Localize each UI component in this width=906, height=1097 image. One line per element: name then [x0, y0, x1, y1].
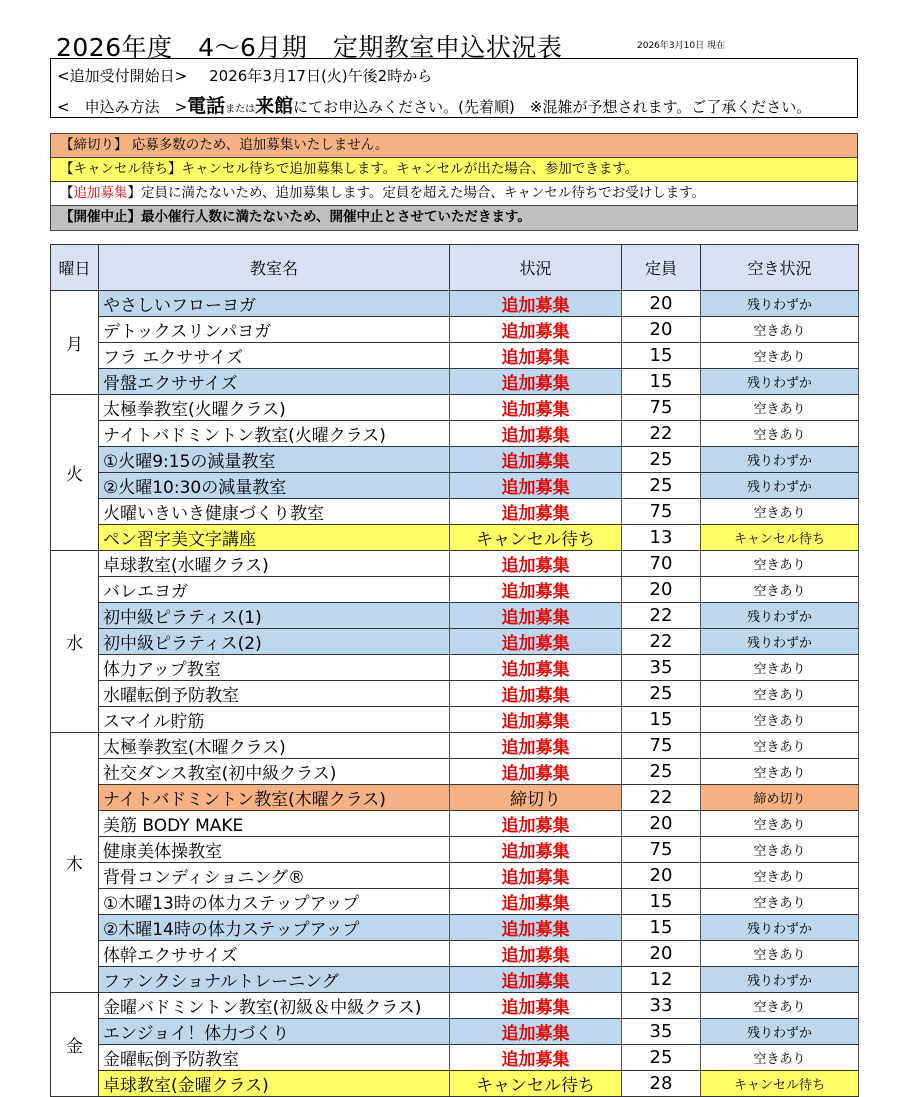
table-row: [51, 1071, 859, 1097]
capacity-cell: 28: [622, 1071, 701, 1097]
capacity-cell: 70: [622, 551, 701, 577]
status-cell: 追加募集: [450, 993, 622, 1019]
method-suffix: にてお申込みください。(先着順) ※混雑が予想されます。ご了承ください。: [293, 98, 812, 116]
legend-additional-open: 【: [60, 185, 74, 201]
status-cell: 追加募集: [450, 811, 622, 837]
status-cell: 追加募集: [450, 941, 622, 967]
capacity-cell: 20: [622, 941, 701, 967]
status-cell: 追加募集: [450, 655, 622, 681]
status-cell: 追加募集: [450, 551, 622, 577]
class-name-cell: 卓球教室(水曜クラス): [99, 551, 450, 577]
table-row: [51, 707, 859, 733]
capacity-cell: 25: [622, 473, 701, 499]
method-or: または: [225, 104, 256, 115]
availability-cell: 残りわずか: [701, 291, 859, 317]
status-cell: 追加募集: [450, 343, 622, 369]
availability-cell: 空きあり: [701, 759, 859, 785]
status-cell: 追加募集: [450, 395, 622, 421]
method-visit: 来館: [255, 95, 294, 117]
info-start-date: 2026年3月17日(火)午後2時から: [209, 67, 433, 85]
capacity-cell: 22: [622, 629, 701, 655]
class-name-cell: 初中級ピラティス(2): [99, 629, 450, 655]
status-cell: 追加募集: [450, 1045, 622, 1071]
class-name-cell: 金曜バドミントン教室(初級＆中級クラス): [99, 993, 450, 1019]
capacity-cell: 20: [622, 811, 701, 837]
class-name-cell: 火曜いきいき健康づくり教室: [99, 499, 450, 525]
availability-cell: 空きあり: [701, 395, 859, 421]
schedule-body: [51, 291, 859, 1097]
table-row: [51, 941, 859, 967]
class-name-cell: 美筋 BODY MAKE: [99, 811, 450, 837]
status-cell: 追加募集: [450, 629, 622, 655]
availability-cell: 空きあり: [701, 993, 859, 1019]
legend-additional-close: 】: [127, 185, 141, 201]
availability-cell: 空きあり: [701, 499, 859, 525]
availability-cell: 残りわずか: [701, 967, 859, 993]
class-name-cell: 体力アップ教室: [99, 655, 450, 681]
class-name-cell: やさしいフローヨガ: [99, 291, 450, 317]
capacity-cell: 22: [622, 421, 701, 447]
table-row: [51, 655, 859, 681]
class-name-cell: ファンクショナルトレーニング: [99, 967, 450, 993]
class-name-cell: ペン習字美文字講座: [99, 525, 450, 551]
status-cell: 追加募集: [450, 1019, 622, 1045]
availability-cell: 残りわずか: [701, 629, 859, 655]
table-row: [51, 577, 859, 603]
class-name-cell: エンジョイ！体力づくり: [99, 1019, 450, 1045]
table-row: [51, 499, 859, 525]
table-row: [51, 317, 859, 343]
legend-additional-label: 追加募集: [73, 185, 128, 201]
header-status: 状況: [450, 245, 622, 291]
class-name-cell: ②火曜10:30の減量教室: [99, 473, 450, 499]
availability-cell: 空きあり: [701, 317, 859, 343]
class-name-cell: スマイル貯筋: [99, 707, 450, 733]
capacity-cell: 25: [622, 759, 701, 785]
status-cell: 追加募集: [450, 369, 622, 395]
class-name-cell: 太極拳教室(火曜クラス): [99, 395, 450, 421]
class-name-cell: 太極拳教室(木曜クラス): [99, 733, 450, 759]
table-row: [51, 993, 859, 1019]
class-name-cell: ②木曜14時の体力ステップアップ: [99, 915, 450, 941]
capacity-cell: 35: [622, 655, 701, 681]
status-cell: キャンセル待ち: [450, 525, 622, 551]
status-cell: 追加募集: [450, 707, 622, 733]
info-method-label: < 申込み方法 >: [57, 98, 188, 116]
capacity-cell: 75: [622, 837, 701, 863]
status-cell: 追加募集: [450, 447, 622, 473]
method-phone: 電話: [187, 95, 226, 117]
class-name-cell: バレエヨガ: [99, 577, 450, 603]
status-cell: 追加募集: [450, 499, 622, 525]
capacity-cell: 20: [622, 863, 701, 889]
class-name-cell: 卓球教室(金曜クラス): [99, 1071, 450, 1097]
legend-additional: [51, 182, 857, 206]
table-row: [51, 447, 859, 473]
table-row: [51, 603, 859, 629]
capacity-cell: 25: [622, 1045, 701, 1071]
availability-cell: 空きあり: [701, 421, 859, 447]
class-name-cell: ①木曜13時の体力ステップアップ: [99, 889, 450, 915]
availability-cell: 残りわずか: [701, 603, 859, 629]
table-row: [51, 889, 859, 915]
table-row: [51, 785, 859, 811]
status-cell: 追加募集: [450, 603, 622, 629]
status-cell: 追加募集: [450, 863, 622, 889]
table-row: [51, 551, 859, 577]
availability-cell: キャンセル待ち: [701, 525, 859, 551]
availability-cell: 空きあり: [701, 941, 859, 967]
table-row: [51, 473, 859, 499]
status-cell: 追加募集: [450, 759, 622, 785]
info-box: [50, 58, 858, 118]
capacity-cell: 20: [622, 291, 701, 317]
availability-cell: 空きあり: [701, 1045, 859, 1071]
capacity-cell: 35: [622, 1019, 701, 1045]
day-cell: 火: [51, 395, 99, 551]
class-name-cell: ナイトバドミントン教室(火曜クラス): [99, 421, 450, 447]
status-legend: [50, 133, 858, 231]
info-start-label: <追加受付開始日>: [57, 67, 188, 85]
table-row: [51, 733, 859, 759]
capacity-cell: 75: [622, 499, 701, 525]
availability-cell: 残りわずか: [701, 369, 859, 395]
availability-cell: 空きあり: [701, 343, 859, 369]
table-header-row: [51, 245, 859, 291]
availability-cell: 空きあり: [701, 889, 859, 915]
status-cell: 追加募集: [450, 421, 622, 447]
schedule-table: [50, 244, 859, 1097]
table-row: [51, 369, 859, 395]
class-name-cell: 金曜転倒予防教室: [99, 1045, 450, 1071]
availability-cell: 空きあり: [701, 551, 859, 577]
status-cell: 追加募集: [450, 733, 622, 759]
class-name-cell: 骨盤エクササイズ: [99, 369, 450, 395]
capacity-cell: 15: [622, 707, 701, 733]
status-cell: 締切り: [450, 785, 622, 811]
capacity-cell: 13: [622, 525, 701, 551]
availability-cell: 締め切り: [701, 785, 859, 811]
status-cell: 追加募集: [450, 915, 622, 941]
availability-cell: 空きあり: [701, 863, 859, 889]
table-row: [51, 915, 859, 941]
status-cell: 追加募集: [450, 317, 622, 343]
table-row: [51, 291, 859, 317]
capacity-cell: 12: [622, 967, 701, 993]
header-class-name: 教室名: [99, 245, 450, 291]
capacity-cell: 25: [622, 447, 701, 473]
legend-waitlist: 【キャンセル待ち】キャンセル待ちで追加募集します。キャンセルが出た場合、参加できます。: [51, 158, 857, 182]
status-cell: 追加募集: [450, 837, 622, 863]
class-name-cell: 社交ダンス教室(初中級クラス): [99, 759, 450, 785]
table-row: [51, 395, 859, 421]
legend-cancelled: 【開催中止】最小催行人数に満たないため、開催中止とさせていただきます。: [51, 206, 857, 230]
table-row: [51, 343, 859, 369]
status-cell: 追加募集: [450, 577, 622, 603]
status-cell: 追加募集: [450, 889, 622, 915]
capacity-cell: 22: [622, 603, 701, 629]
capacity-cell: 15: [622, 343, 701, 369]
capacity-cell: 33: [622, 993, 701, 1019]
capacity-cell: 15: [622, 915, 701, 941]
availability-cell: 空きあり: [701, 707, 859, 733]
capacity-cell: 20: [622, 317, 701, 343]
status-cell: 追加募集: [450, 967, 622, 993]
availability-cell: 空きあり: [701, 811, 859, 837]
capacity-cell: 15: [622, 369, 701, 395]
table-row: [51, 629, 859, 655]
capacity-cell: 20: [622, 577, 701, 603]
day-cell: 木: [51, 733, 99, 993]
capacity-cell: 75: [622, 395, 701, 421]
availability-cell: 空きあり: [701, 837, 859, 863]
class-name-cell: 健康美体操教室: [99, 837, 450, 863]
capacity-cell: 75: [622, 733, 701, 759]
class-name-cell: ①火曜9:15の減量教室: [99, 447, 450, 473]
availability-cell: キャンセル待ち: [701, 1071, 859, 1097]
class-name-cell: 水曜転倒予防教室: [99, 681, 450, 707]
day-cell: 月: [51, 291, 99, 395]
header-capacity: 定員: [622, 245, 701, 291]
table-row: [51, 863, 859, 889]
table-row: [51, 525, 859, 551]
class-name-cell: 初中級ピラティス(1): [99, 603, 450, 629]
class-name-cell: ナイトバドミントン教室(木曜クラス): [99, 785, 450, 811]
status-cell: 追加募集: [450, 291, 622, 317]
class-name-cell: 体幹エクササイズ: [99, 941, 450, 967]
class-name-cell: 背骨コンディショニング®: [99, 863, 450, 889]
availability-cell: 空きあり: [701, 655, 859, 681]
availability-cell: 残りわずか: [701, 473, 859, 499]
availability-cell: 残りわずか: [701, 915, 859, 941]
availability-cell: 空きあり: [701, 577, 859, 603]
table-row: [51, 811, 859, 837]
info-start-date-line: [57, 65, 432, 86]
availability-cell: 空きあり: [701, 733, 859, 759]
header-availability: 空き状況: [701, 245, 859, 291]
table-row: [51, 1019, 859, 1045]
header-day: 曜日: [51, 245, 99, 291]
availability-cell: 残りわずか: [701, 1019, 859, 1045]
status-cell: キャンセル待ち: [450, 1071, 622, 1097]
day-cell: 水: [51, 551, 99, 733]
table-row: [51, 681, 859, 707]
table-row: [51, 759, 859, 785]
class-name-cell: フラ エクササイズ: [99, 343, 450, 369]
legend-closed: 【締切り】 応募多数のため、追加募集いたしません。: [51, 134, 857, 158]
capacity-cell: 22: [622, 785, 701, 811]
table-row: [51, 1045, 859, 1071]
table-row: [51, 967, 859, 993]
capacity-cell: 25: [622, 681, 701, 707]
availability-cell: 空きあり: [701, 681, 859, 707]
table-row: [51, 421, 859, 447]
availability-cell: 残りわずか: [701, 447, 859, 473]
page-title: 2026年度 4～6月期 定期教室申込状況表: [56, 33, 563, 62]
status-cell: 追加募集: [450, 473, 622, 499]
day-cell: 金: [51, 993, 99, 1097]
status-cell: 追加募集: [450, 681, 622, 707]
legend-additional-text: 定員に満たないため、追加募集します。定員を超えた場合、キャンセル待ちでお受けします。: [141, 185, 706, 201]
info-method-line: [57, 91, 811, 118]
capacity-cell: 15: [622, 889, 701, 915]
as-of-date: 2026年3月10日 現在: [637, 41, 725, 51]
class-name-cell: デトックスリンパヨガ: [99, 317, 450, 343]
table-row: [51, 837, 859, 863]
